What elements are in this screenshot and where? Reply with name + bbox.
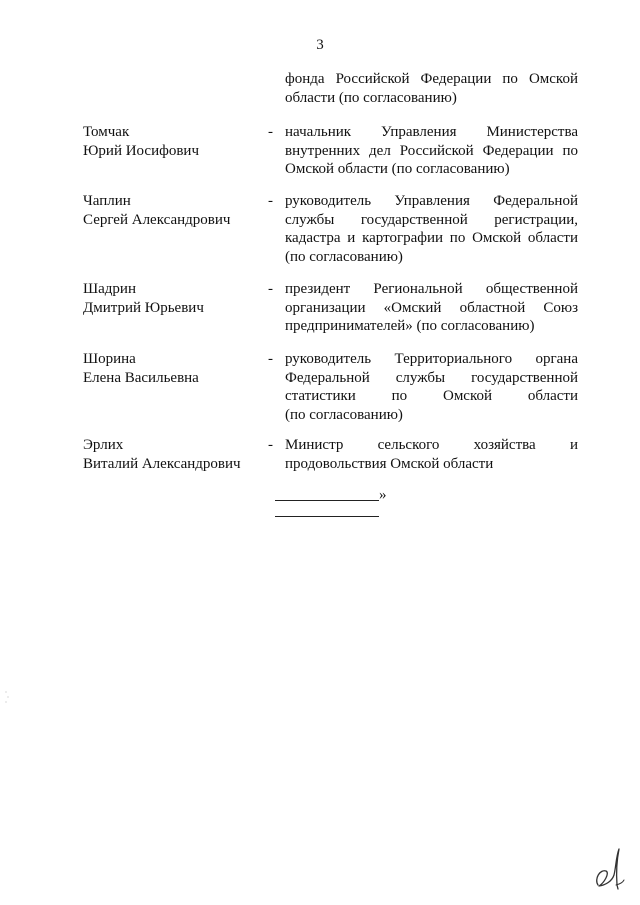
- closing-rule: [275, 500, 379, 501]
- role-line: организации «Омский областной Союз: [285, 299, 578, 316]
- member-given-names: Дмитрий Юрьевич: [83, 299, 204, 316]
- member-role: [285, 436, 578, 473]
- entry-dash: -: [268, 193, 273, 209]
- role-line: Омской области (по согласованию): [285, 161, 510, 177]
- closing-rule: [275, 516, 379, 517]
- continuation-line: области (по согласованию): [285, 89, 457, 106]
- member-role: [285, 192, 578, 266]
- continuation-line: фонда Российской Федерации по Омской: [285, 71, 578, 87]
- margin-mark-icon: [4, 690, 10, 704]
- entry-dash: -: [268, 281, 273, 297]
- member-name: [83, 350, 263, 387]
- role-line: службы государственной регистрации,: [285, 211, 578, 228]
- role-line: внутренних дел Российской Федерации по: [285, 142, 578, 159]
- closing-quote-mark: »: [379, 487, 387, 503]
- member-name: [83, 436, 263, 473]
- member-surname: Шорина: [83, 351, 136, 367]
- member-given-names: Сергей Александрович: [83, 211, 231, 228]
- role-line: руководитель Управления Федеральной: [285, 193, 578, 209]
- role-line: (по согласованию): [285, 248, 403, 265]
- page-number: 3: [316, 37, 324, 53]
- signature-icon: [590, 845, 626, 891]
- role-line: начальник Управления Министерства: [285, 124, 578, 140]
- member-role: [285, 350, 578, 424]
- member-name: [83, 280, 263, 317]
- member-surname: Томчак: [83, 124, 130, 140]
- role-line: кадастра и картографии по Омской области: [285, 230, 578, 246]
- role-line: Министр сельского хозяйства и: [285, 437, 578, 453]
- role-line: руководитель Территориального органа: [285, 351, 578, 367]
- role-line: (по согласованию): [285, 406, 403, 423]
- member-given-names: Виталий Александрович: [83, 455, 241, 472]
- continuation-text: [285, 70, 578, 107]
- entry-dash: -: [268, 437, 273, 453]
- role-line: продовольствия Омской области: [285, 455, 494, 472]
- member-given-names: Юрий Иосифович: [83, 142, 199, 159]
- role-line: статистики по Омской области: [285, 388, 578, 404]
- member-given-names: Елена Васильевна: [83, 369, 199, 386]
- member-role: [285, 123, 578, 179]
- role-line: президент Региональной общественной: [285, 281, 578, 297]
- member-name: [83, 123, 263, 160]
- entry-dash: -: [268, 124, 273, 140]
- role-line: предпринимателей» (по согласованию): [285, 318, 535, 334]
- member-surname: Эрлих: [83, 437, 124, 453]
- member-role: [285, 280, 578, 336]
- member-name: [83, 192, 263, 229]
- member-surname: Чаплин: [83, 193, 131, 209]
- entry-dash: -: [268, 351, 273, 367]
- member-surname: Шадрин: [83, 281, 136, 297]
- role-line: Федеральной службы государственной: [285, 369, 578, 386]
